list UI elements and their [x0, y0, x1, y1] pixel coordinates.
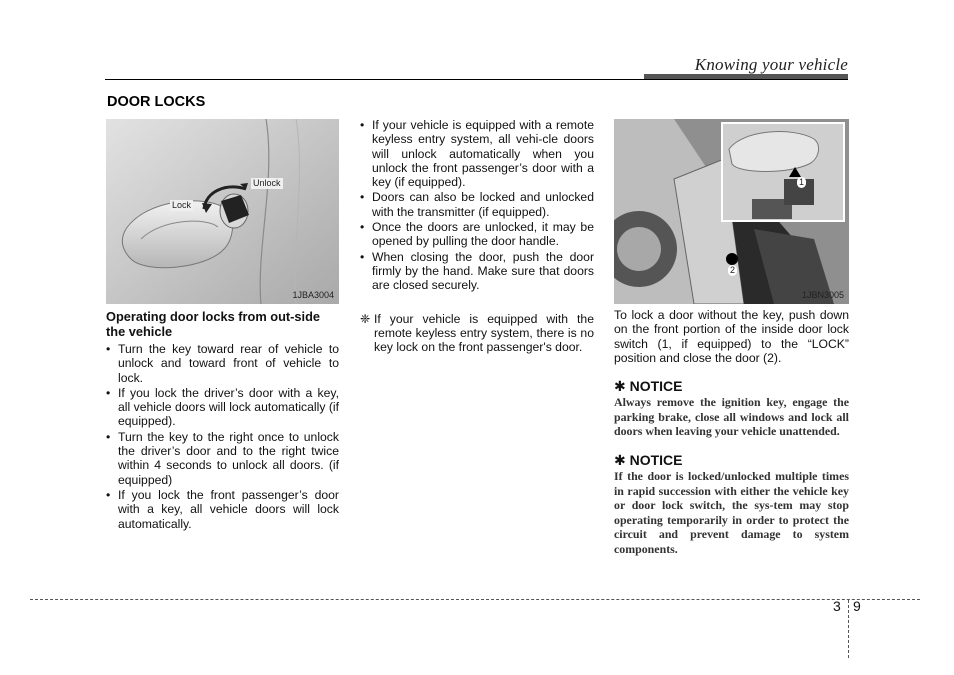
column-2	[360, 118, 594, 354]
callout-2: 2	[730, 265, 736, 275]
note-mark: ❈	[360, 311, 371, 326]
notice-body: Always remove the ignition key, engage the parking brake, close all windows and lock all doors when leaving your vehicle unattended.	[614, 395, 849, 439]
list-item: • If you lock the driver’s door with a key, all vehicle doors will lock automatically (if equipped).	[106, 386, 339, 429]
footer-rule	[30, 599, 920, 600]
list-item: • Turn the key to the right once to unlock the driver’s door and to the right twice within 4 seconds to unlock all doors. (if equipped)	[106, 430, 339, 487]
note-text: If your vehicle is equipped with the remote keyless entry system, there is no key lock on the front passenger's door.	[374, 311, 594, 355]
list-item: • If you lock the front passenger’s door with a key, all vehicle doors will lock automatically.	[106, 488, 339, 531]
figure-door-handle	[106, 119, 339, 304]
note	[360, 312, 594, 355]
page-number: 9	[853, 598, 861, 614]
column-1	[106, 309, 339, 532]
notice-heading: ✱ NOTICE	[614, 378, 683, 395]
bullet-list	[360, 118, 594, 293]
header-rule	[105, 79, 848, 80]
chapter-number: 3	[833, 598, 841, 614]
paragraph: To lock a door without the key, push down on the front portion of the inside door lock switch (1, if equipped) to the “LOCK” position and close the door (2).	[614, 308, 849, 365]
door-handle-illustration	[106, 119, 339, 304]
notice-heading: ✱ NOTICE	[614, 451, 683, 468]
list-item: • Turn the key toward rear of vehicle to unlock and toward front of vehicle to lock.	[106, 342, 339, 385]
notice-body: If the door is locked/unlocked multiple times in rapid succession with either the vehicle key or door lock switch, the sys-tem may stop operating temporarily in order to protect the circuit and prevent damage to system components.	[614, 469, 849, 556]
subheading: Operating door locks from out-side the vehicle	[106, 309, 321, 339]
list-item: • Once the doors are unlocked, it may be opened by pulling the door handle.	[360, 220, 594, 249]
figure-inside-door-lock	[614, 119, 849, 304]
bullet-list	[106, 342, 339, 531]
section-title: DOOR LOCKS	[107, 94, 206, 110]
figure-code: 1JBN3005	[801, 290, 844, 300]
header-title: Knowing your vehicle	[694, 55, 848, 74]
label-unlock: Unlock	[253, 178, 281, 188]
label-lock: Lock	[172, 200, 192, 210]
footer-divider	[848, 600, 849, 658]
column-3	[614, 308, 849, 556]
callout-1: 1	[799, 177, 805, 187]
figure-code: 1JBA3004	[292, 290, 334, 300]
inside-door-lock-illustration	[614, 119, 849, 304]
list-item: • Doors can also be locked and unlocked with the transmitter (if equipped).	[360, 190, 594, 219]
list-item: • If your vehicle is equipped with a remote keyless entry system, all vehi-cle doors will unlock automatically when you unlock the front passenger’s door with a key (if equipped).	[360, 118, 594, 189]
list-item: • When closing the door, push the door firmly by the hand. Make sure that doors are closed securely.	[360, 250, 594, 293]
